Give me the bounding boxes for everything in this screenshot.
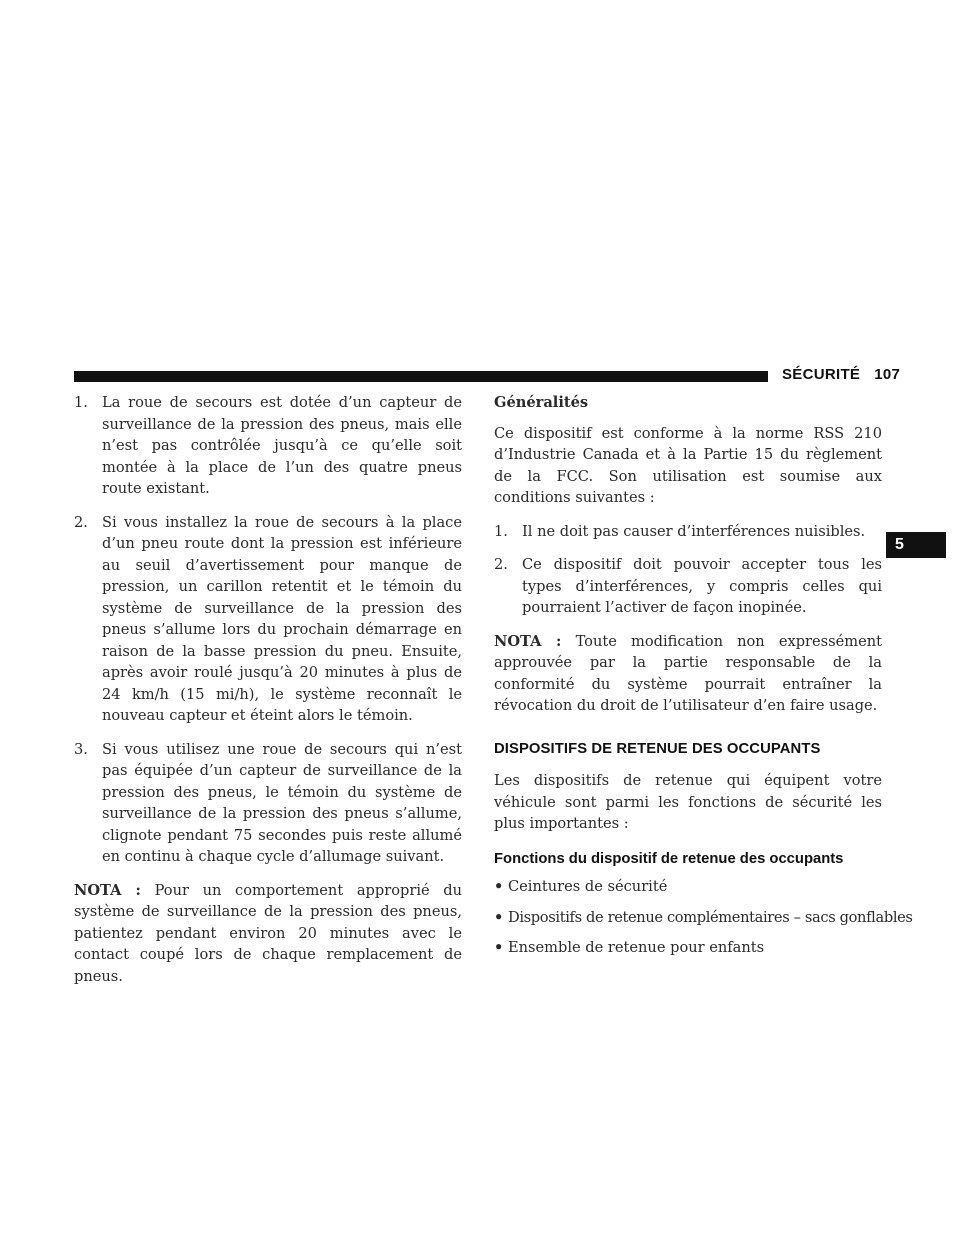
left-column xyxy=(74,392,462,999)
bullet-item: • Dispositifs de retenue complémentaires – sacs gonflables xyxy=(494,907,882,929)
chapter-tab: 5 xyxy=(886,532,946,558)
list-item: 1. Il ne doit pas causer d’interférences nuisibles. xyxy=(494,522,866,540)
page-number: 107 xyxy=(874,366,901,383)
note-paragraph: NOTA : Pour un comportement approprié du système de surveillance de la pression des pneus, patientez pendant environ 20 minutes avec le contact coupé lors de chaque remplacement de pneus. xyxy=(74,881,463,985)
list-item: 3. Si vous utilisez une roue de secours qui n’est pas équipée d’un capteur de surveillance de la pression des pneus, le témoin du système de surveillance de la pression des pneus s’allume, clignote pendant 75 secondes puis reste allumé en continu à chaque cycle d’allumage suivant. xyxy=(74,740,462,865)
header-rule xyxy=(74,371,768,382)
bullet-icon: • xyxy=(494,939,504,956)
list-item: 1. La roue de secours est dotée d’un capteur de surveillance de la pression des pneus, mais elle n’est pas contrôlée jusqu’à ce qu’elle soit montée à la place de l’un des quatre pneus route existant. xyxy=(74,394,462,497)
note-label: NOTA : xyxy=(74,881,141,899)
section-name: SÉCURITÉ xyxy=(782,366,861,383)
section-paragraph: Les dispositifs de retenue qui équipent votre véhicule sont parmi les fonctions de sécurité les plus importantes : xyxy=(494,772,882,832)
list-item: 2. Ce dispositif doit pouvoir accepter tous les types d’interférences, y compris celles qui pourraient l’activer de façon inopinée. xyxy=(494,556,882,616)
general-heading: Généralités xyxy=(494,394,589,411)
bullet-item: • Ceintures de sécurité xyxy=(494,876,882,898)
general-paragraph: Ce dispositif est conforme à la norme RSS 210 d’Industrie Canada et à la Partie 15 du règlement de la FCC. Son utilisation est soumise aux conditions suivantes : xyxy=(494,424,882,506)
subsection-heading: Fonctions du dispositif de retenue des occupants xyxy=(494,850,844,867)
right-column xyxy=(494,392,913,968)
running-header xyxy=(782,366,900,383)
bullet-icon: • xyxy=(494,878,504,895)
bullet-icon: • xyxy=(494,908,503,926)
bullet-item: • Ensemble de retenue pour enfants xyxy=(494,937,882,959)
list-item: 2. Si vous installez la roue de secours à la place d’un pneu route dont la pression est inférieure au seuil d’avertissement pour manque de pression, un carillon retentit et le témoin du système de surveillance de la pression des pneus s’allume lors du prochain démarrage en raison de la basse pression du pneu. Ensuite, après avoir roulé jusqu’à 20 minutes à plus de 24 km/h (15 mi/h), le système reconnaît le nouveau capteur et éteint alors le témoin. xyxy=(74,513,462,724)
note-label: NOTA : xyxy=(494,632,562,650)
note-paragraph: NOTA : Toute modification non expressément approuvée par la partie responsable de la conformité du système pourrait entraîner la révocation du droit de l’utilisateur d’en faire usage. xyxy=(494,632,883,714)
section-heading: DISPOSITIFS DE RETENUE DES OCCUPANTS xyxy=(494,740,821,757)
